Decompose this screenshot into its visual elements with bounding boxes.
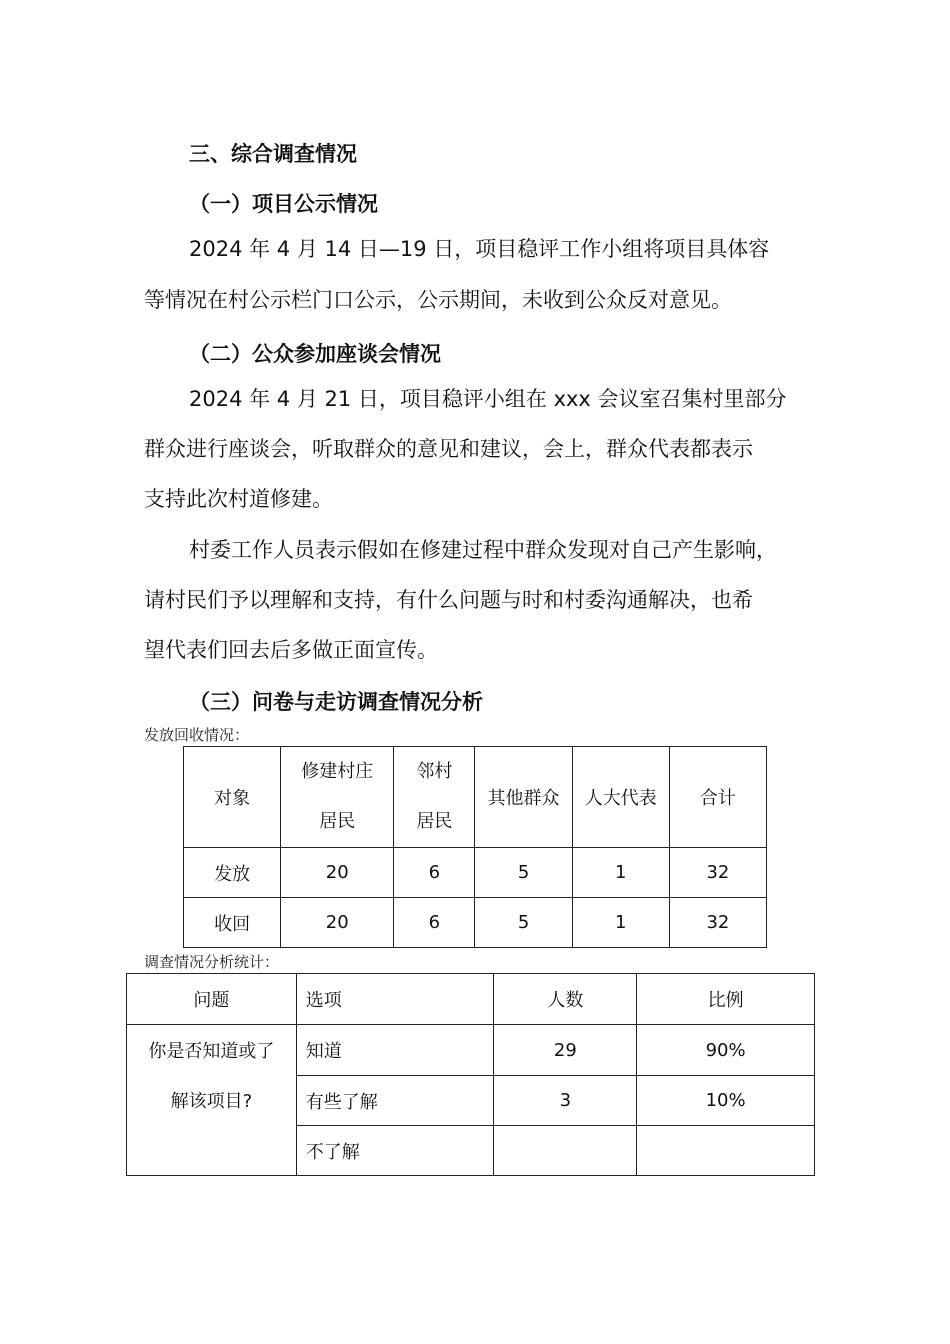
table-cell: 有些了解 <box>296 1076 494 1126</box>
header-cell: 其他群众 <box>475 747 572 848</box>
table-cell: 发放 <box>184 848 281 898</box>
table1-caption: 发放回收情况： <box>144 726 250 744</box>
table-cell: 知道 <box>296 1025 494 1076</box>
table-cell <box>494 1126 637 1176</box>
table-row <box>184 848 767 898</box>
section-title: 三、综合调查情况 <box>189 142 357 166</box>
subsection-title-1: （一）项目公示情况 <box>189 192 378 216</box>
table-cell: 29 <box>494 1025 637 1076</box>
table-cell: 6 <box>394 898 475 948</box>
table-cell: 1 <box>572 848 669 898</box>
table-cell <box>637 1126 815 1176</box>
table-cell: 32 <box>669 848 766 898</box>
paragraph-line: 等情况在村公示栏门口公示，公示期间，未收到公众反对意见。 <box>144 288 732 312</box>
header-cell: 人大代表 <box>572 747 669 848</box>
header-cell: 选项 <box>296 974 494 1025</box>
table-cell: 5 <box>475 898 572 948</box>
distribution-table <box>183 746 767 948</box>
header-cell: 合计 <box>669 747 766 848</box>
table-row <box>184 898 767 948</box>
subsection-title-2: （二）公众参加座谈会情况 <box>189 342 441 366</box>
table-cell: 10% <box>637 1076 815 1126</box>
paragraph-line: 2024 年 4 月 14 日—19 日，项目稳评工作小组将项目具体容 <box>189 237 770 261</box>
table-cell: 20 <box>281 898 394 948</box>
paragraph-line: 望代表们回去后多做正面宣传。 <box>144 638 438 662</box>
survey-analysis-table <box>126 973 815 1176</box>
table-cell: 6 <box>394 848 475 898</box>
table2-caption: 调查情况分析统计： <box>144 953 280 971</box>
table-cell: 90% <box>637 1025 815 1076</box>
table-cell: 20 <box>281 848 394 898</box>
subsection-title-3: （三）问卷与走访调查情况分析 <box>189 690 483 714</box>
table-cell: 3 <box>494 1076 637 1126</box>
paragraph-line: 2024 年 4 月 21 日，项目稳评小组在 xxx 会议室召集村里部分 <box>189 387 787 411</box>
paragraph-line: 请村民们予以理解和支持，有什么问题与时和村委沟通解决，也希 <box>144 588 753 612</box>
table-cell: 32 <box>669 898 766 948</box>
header-cell: 比例 <box>637 974 815 1025</box>
header-cell: 修建村庄 居民 <box>281 747 394 848</box>
question-cell: 你是否知道或了 解该项目? <box>127 1025 297 1176</box>
header-cell: 问题 <box>127 974 297 1025</box>
table-cell: 不了解 <box>296 1126 494 1176</box>
table-cell: 5 <box>475 848 572 898</box>
table-cell: 收回 <box>184 898 281 948</box>
paragraph-line: 群众进行座谈会，听取群众的意见和建议，会上，群众代表都表示 <box>144 437 753 461</box>
paragraph-line: 村委工作人员表示假如在修建过程中群众发现对自己产生影响， <box>189 538 777 562</box>
header-cell: 人数 <box>494 974 637 1025</box>
paragraph-line: 支持此次村道修建。 <box>144 487 333 511</box>
table-cell: 1 <box>572 898 669 948</box>
header-cell: 对象 <box>184 747 281 848</box>
table-row <box>127 1025 815 1076</box>
header-cell: 邻村 居民 <box>394 747 475 848</box>
